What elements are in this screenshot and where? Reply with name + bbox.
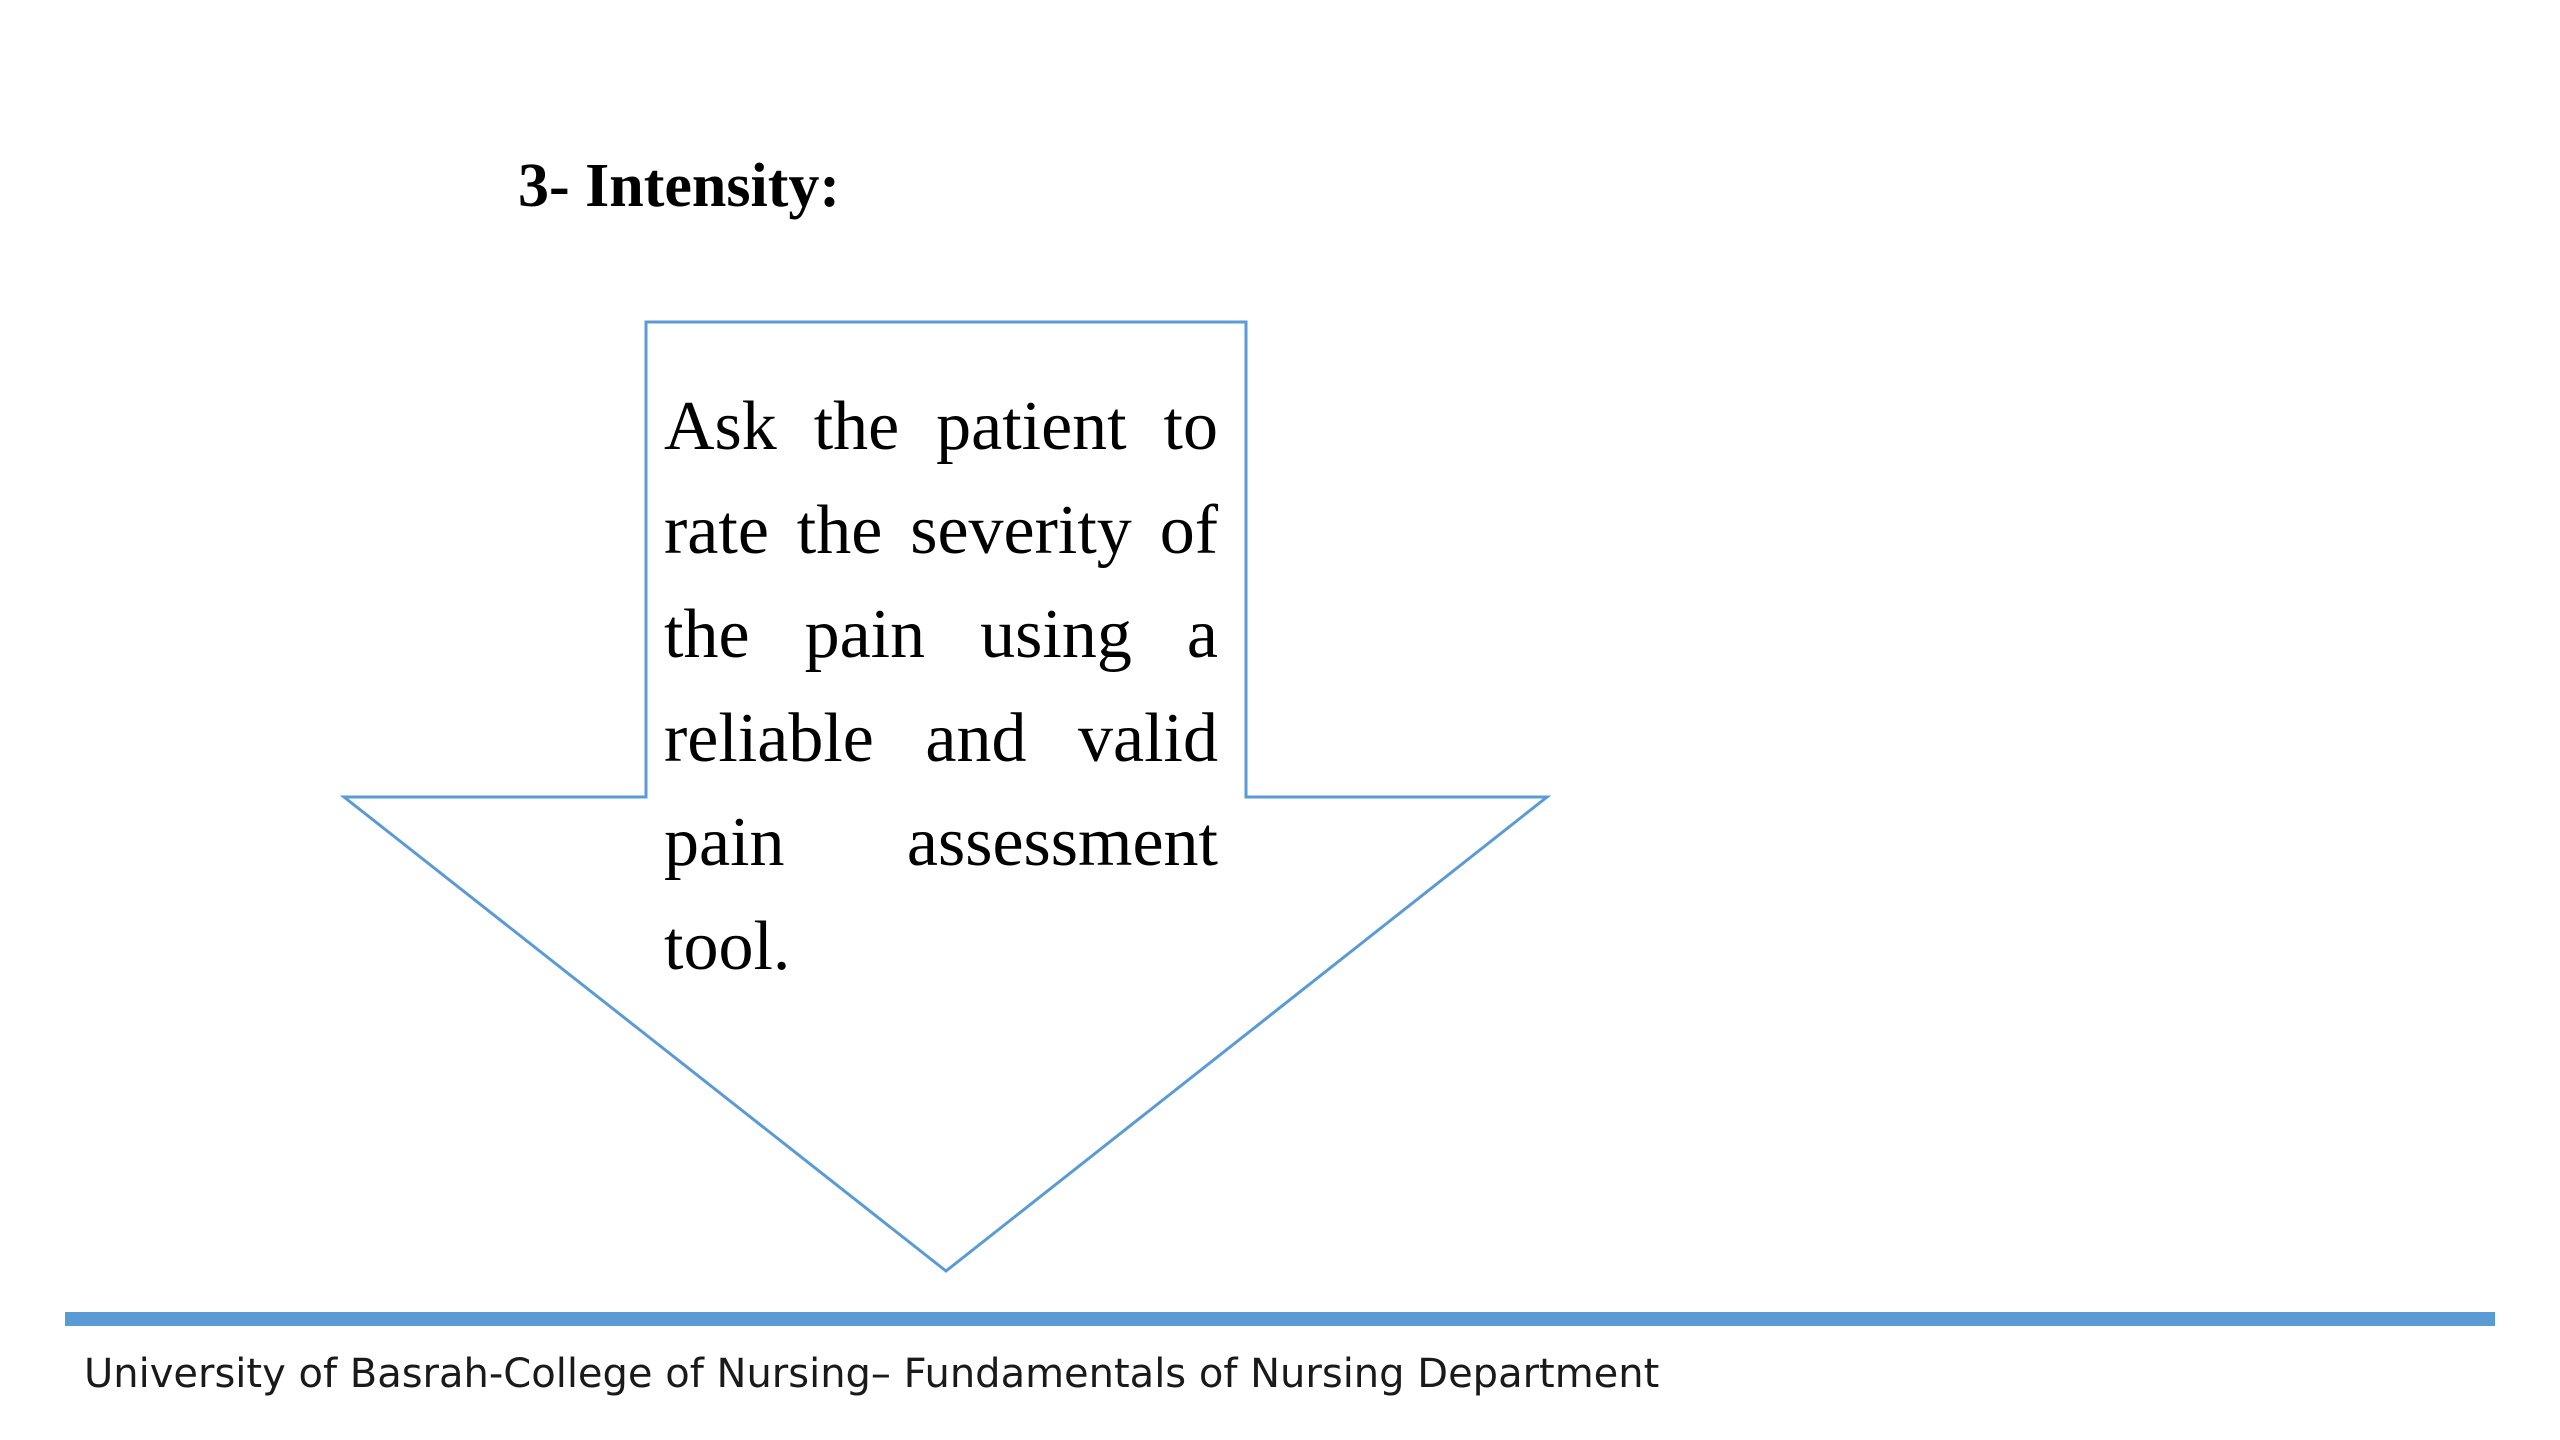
slide-heading: 3- Intensity: — [518, 152, 841, 220]
footer-divider — [65, 1312, 2495, 1326]
footer-text: University of Basrah-College of Nursing– Fundamentals of Nursing Department — [84, 1351, 1660, 1397]
arrow-body-text: Ask the patient to rate the severity of the pain using a reliable and valid pain assessment tool. — [664, 388, 1218, 985]
